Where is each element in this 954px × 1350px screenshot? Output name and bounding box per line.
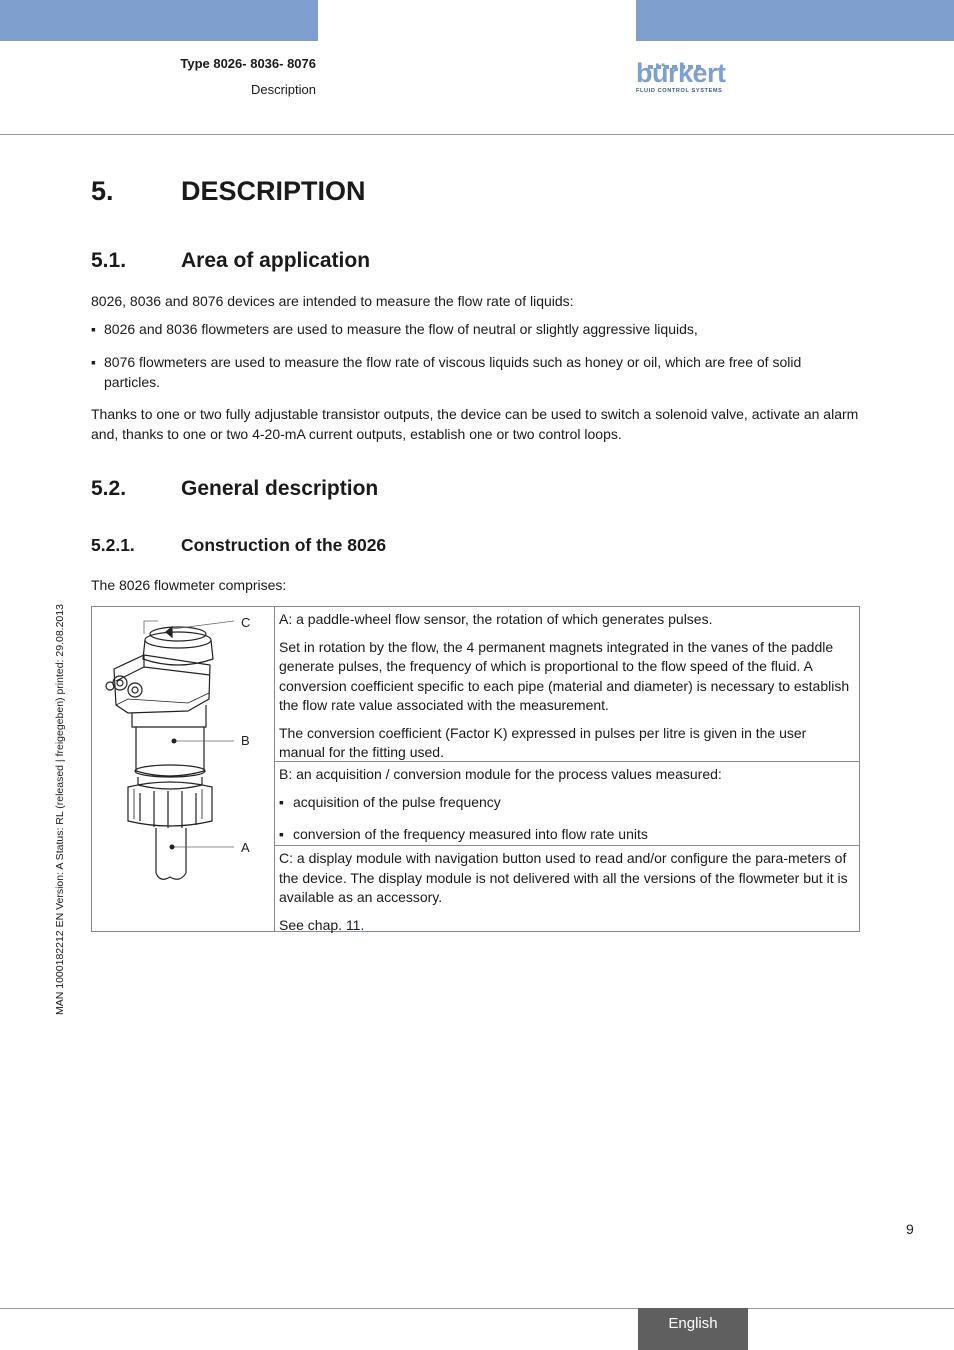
header-rule: [0, 134, 954, 135]
component-c-cell: [275, 846, 859, 931]
component-b-cell: [275, 762, 859, 846]
bullet-marker: ▪: [91, 354, 96, 370]
component-b-bullet: [279, 793, 855, 813]
subsection-number: 5.2.1.: [91, 535, 135, 555]
bullet-text: acquisition of the pulse frequency: [293, 793, 501, 810]
component-a-text: A: a paddle-wheel flow sensor, the rotation of which generates pulses.: [279, 611, 713, 627]
bullet-text: 8026 and 8036 flowmeters are used to measure the flow of neutral or slightly aggressive liquids,: [104, 321, 698, 337]
document-type: Type 8026- 8036- 8076: [180, 56, 316, 71]
language-tab: English: [638, 1308, 748, 1350]
chapter-11-link[interactable]: 11: [345, 916, 361, 933]
section-number: 5.1.: [91, 249, 127, 272]
component-b-bullet: [279, 825, 855, 845]
logo-word: bürkert: [636, 58, 726, 88]
bullet-text: 8076 flowmeters are used to measure the flow rate of viscous liquids such as honey or oil, which are free of solid particles.: [104, 354, 802, 390]
application-intro: 8026, 8036 and 8076 devices are intended to measure the flow rate of liquids:: [91, 293, 574, 309]
figure-label-b: B: [241, 733, 250, 748]
component-a-cell: [275, 607, 859, 762]
component-b-text: B: an acquisition / conversion module for the process values measured:: [279, 766, 722, 782]
figure-label-a: A: [241, 840, 250, 855]
construction-intro: The 8026 flowmeter comprises:: [91, 577, 287, 593]
subsection-title: Construction of the 8026: [181, 535, 387, 555]
header-section-label: Description: [250, 82, 316, 97]
section-title: General description: [181, 477, 379, 500]
application-bullet: [91, 319, 861, 339]
bullet-marker: ▪: [279, 826, 284, 842]
bullet-marker: ▪: [279, 793, 284, 810]
chapter-title: DESCRIPTION: [181, 176, 366, 206]
construction-table: [91, 606, 860, 932]
section-number: 5.2.: [91, 477, 127, 500]
figure-label-c: C: [241, 615, 251, 630]
section-title: Area of application: [181, 249, 371, 272]
see-chapter-reference: [279, 916, 855, 936]
application-bullet: [91, 352, 861, 392]
logo-tagline: FLUID CONTROL SYSTEMS: [636, 88, 723, 94]
header-bar-left: [0, 0, 318, 41]
bullet-marker: ▪: [91, 321, 96, 337]
component-a-text: The conversion coefficient (Factor K) expressed in pulses per litre is given in the user manual for the fitting used.: [279, 724, 807, 760]
flowmeter-figure: [92, 607, 275, 931]
page-number: 9: [906, 1221, 914, 1237]
flowmeter-drawing: [92, 607, 274, 931]
burkert-logo: [636, 56, 736, 98]
component-a-text: Set in rotation by the flow, the 4 permanent magnets integrated in the vanes of the paddle generate pulses, the frequency of which is proportional to the flow speed of the fluid. A conversion coefficient specific to each pipe (material and diameter) is necessary to establish the flow rate value associated with the measurement.: [279, 638, 850, 713]
bullet-text: conversion of the frequency measured into flow rate units: [293, 826, 648, 842]
component-c-text: C: a display module with navigation button used to read and/or configure the para-meters of the device. The display module is not delivered with all the versions of the flowmeter but it is available as an accessory.: [279, 850, 848, 905]
see-prefix: See chap.: [279, 916, 346, 933]
header-bar-right: [636, 0, 954, 41]
side-document-info: MAN 1000182212 EN Version: A Status: RL (released | freigegeben) printed: 29.08.2013: [54, 604, 66, 1015]
see-suffix: .: [360, 916, 365, 933]
footer-rule: [0, 1308, 954, 1309]
application-paragraph: Thanks to one or two fully adjustable transistor outputs, the device can be used to switch a solenoid valve, activate an alarm and, thanks to one or two 4-20-mA current outputs, establish one or two control loops.: [91, 406, 859, 442]
chapter-number: 5.: [91, 176, 114, 206]
